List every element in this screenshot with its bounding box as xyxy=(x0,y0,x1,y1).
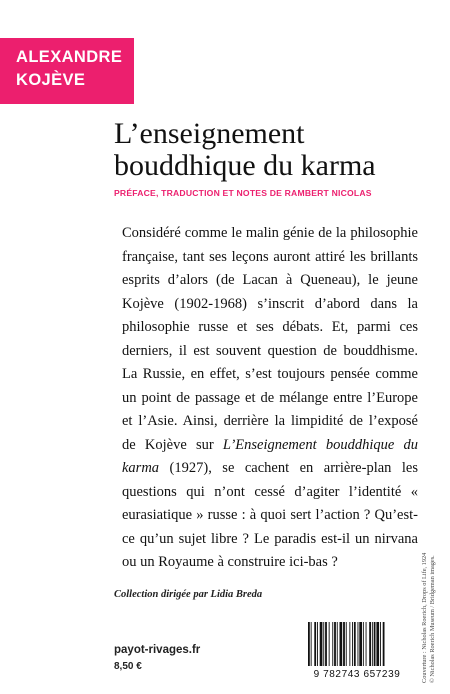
barcode-bar xyxy=(374,622,376,666)
author-first-name: ALEXANDRE xyxy=(16,48,123,66)
price-label: 8,50 € xyxy=(114,661,142,672)
author-band xyxy=(0,38,134,104)
barcode-bar xyxy=(380,622,381,666)
barcode-bar xyxy=(363,622,364,666)
barcode-bar xyxy=(323,622,324,666)
barcode-bar xyxy=(354,622,356,666)
barcode-bar xyxy=(334,622,336,666)
barcode-bar xyxy=(317,622,318,666)
barcode-bar xyxy=(349,622,350,666)
barcode-bar xyxy=(325,622,327,666)
barcode-bar xyxy=(329,622,330,666)
barcode-bar xyxy=(332,622,333,666)
barcode-bar xyxy=(359,622,362,666)
barcode-bar xyxy=(346,622,347,666)
cover-credit-line-2: © Nicholas Roerich Museum / Bridgeman images. xyxy=(428,555,436,683)
isbn-number: 9 782743 657239 xyxy=(313,669,401,680)
barcode-bar xyxy=(308,622,310,666)
book-title-line-2: bouddhique du karma xyxy=(114,149,376,182)
book-title-line-1: L’enseignement xyxy=(114,117,305,150)
publisher-website[interactable]: payot-rivages.fr xyxy=(114,644,201,656)
cover-credit-line-1: Couverture : Nicholas Roerich, Drops of Life, 1924 xyxy=(421,552,428,683)
translation-credits: PRÉFACE, TRADUCTION ET NOTES DE RAMBERT NICOLAS xyxy=(114,188,372,198)
barcode-bar xyxy=(343,622,345,666)
isbn-barcode xyxy=(305,622,409,680)
barcode-bar xyxy=(376,622,379,666)
barcode-bars xyxy=(305,622,409,666)
barcode-bar xyxy=(372,622,373,666)
barcode-bar xyxy=(337,622,338,666)
barcode-bar xyxy=(383,622,385,666)
back-cover-blurb xyxy=(122,222,418,575)
barcode-bar xyxy=(352,622,353,666)
blurb-paragraph xyxy=(122,222,418,575)
barcode-bar xyxy=(320,622,323,666)
barcode-bar xyxy=(369,622,371,666)
blurb-text-part-1: Considéré comme le malin génie de la philosophie française, tant ses leçons auront attiré les brillants esprits d’alors (de Lacan à Queneau), le jeune Kojève (1902-1968) s’inscrit d’abord dans la philosophie russe et ses débats. Et, parmi ces derniers, il est souvent question de bouddhisme. La Russie, en effet, s’est toujours pensée comme un point de passage et de mélange entre l’Europe et l’Asie. Ainsi, derrière la limpidité de l’exposé de Kojève sur xyxy=(122,225,418,453)
collection-editor: Collection dirigée par Lidia Breda xyxy=(114,589,263,600)
barcode-bar xyxy=(340,622,343,666)
barcode-bar xyxy=(314,622,316,666)
book-title xyxy=(114,118,376,182)
blurb-italic-title: L’Enseignement bouddhique du karma xyxy=(122,436,419,476)
cover-image-credit xyxy=(421,553,436,683)
barcode-bar xyxy=(311,622,312,666)
barcode-bar xyxy=(366,622,367,666)
barcode-bar xyxy=(358,622,359,666)
author-last-name: KOJÈVE xyxy=(16,71,86,89)
blurb-text-part-2: (1927), se cachent en arrière-plan les questions qui n’ont cessé d’agiter l’identité « eurasiatique » russe : à quoi sert l’action ? Qu’est-ce qu’un sujet libre ? Le paradis est-il un nirvana ou un Royaume à construire ici-bas ? xyxy=(122,460,418,570)
